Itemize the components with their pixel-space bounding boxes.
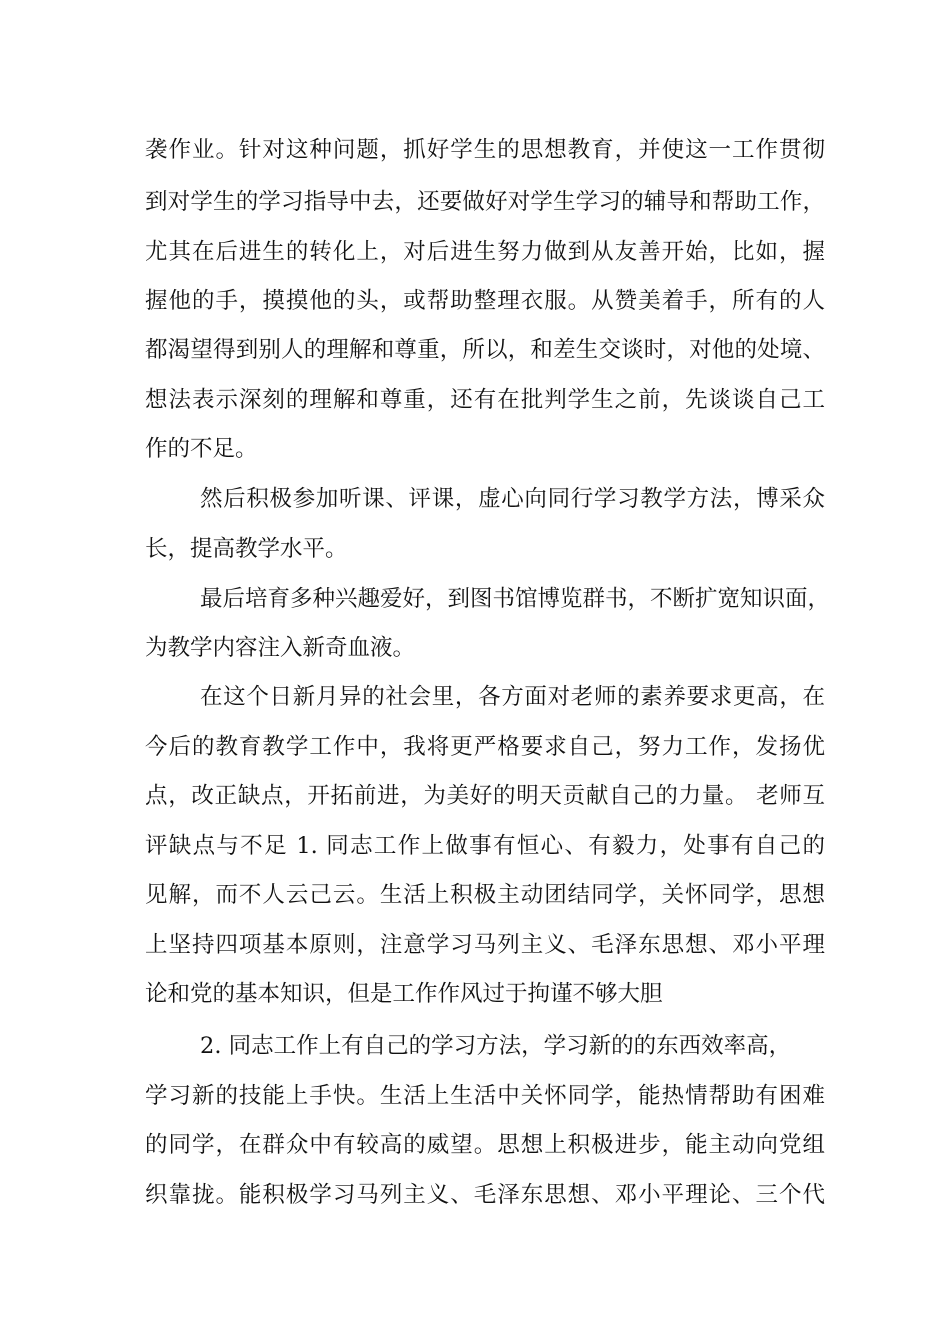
text-line: 袭作业。针对这种问题，抓好学生的思想教育，并使这一工作贯彻 xyxy=(145,137,825,163)
text-line: 的同学，在群众中有较高的威望。思想上积极进步，能主动向党组 xyxy=(145,1132,825,1158)
text-line: 学习新的技能上手快。生活上生活中关怀同学，能热情帮助有困难 xyxy=(145,1083,825,1109)
text-line: 在这个日新月异的社会里，各方面对老师的素养要求更高，在 xyxy=(200,684,825,710)
text-line: 尤其在后进生的转化上，对后进生努力做到从友善开始，比如，握 xyxy=(145,239,825,265)
text-line: 见解，而不人云己云。生活上积极主动团结同学，关怀同学，思想 xyxy=(145,882,825,908)
text-line: 今后的教育教学工作中，我将更严格要求自己，努力工作，发扬优 xyxy=(145,734,825,760)
text-line: 到对学生的学习指导中去，还要做好对学生学习的辅导和帮助工作， xyxy=(145,189,825,215)
text-line: 握他的手，摸摸他的头，或帮助整理衣服。从赞美着手，所有的人 xyxy=(145,288,825,314)
text-line: 长，提高教学水平。 xyxy=(145,536,348,562)
text-line: 织靠拢。能积极学习马列主义、毛泽东思想、邓小平理论、三个代 xyxy=(145,1182,825,1208)
text-line: 点，改正缺点，开拓前进，为美好的明天贡献自己的力量。 老师互 xyxy=(145,783,825,809)
text-line: 最后培育多种兴趣爱好，到图书馆博览群书，不断扩宽知识面， xyxy=(200,586,831,612)
text-line: 然后积极参加听课、评课，虚心向同行学习教学方法，博采众 xyxy=(200,486,825,512)
text-line: 上坚持四项基本原则，注意学习马列主义、毛泽东思想、邓小平理 xyxy=(145,932,825,958)
text-line: 为教学内容注入新奇血液。 xyxy=(145,635,416,661)
text-line: 想法表示深刻的理解和尊重，还有在批判学生之前，先谈谈自己工 xyxy=(145,387,825,413)
text-line: 论和党的基本知识，但是工作作风过于拘谨不够大胆 xyxy=(145,981,663,1007)
text-line: 都渴望得到别人的理解和尊重，所以，和差生交谈时，对他的处境、 xyxy=(145,337,825,363)
text-line: 作的不足。 xyxy=(145,436,258,462)
text-line: 2. 同志工作上有自己的学习方法，学习新的的东西效率高， xyxy=(200,1033,792,1059)
text-line: 评缺点与不足 1. 同志工作上做事有恒心、有毅力，处事有自己的 xyxy=(145,833,825,859)
